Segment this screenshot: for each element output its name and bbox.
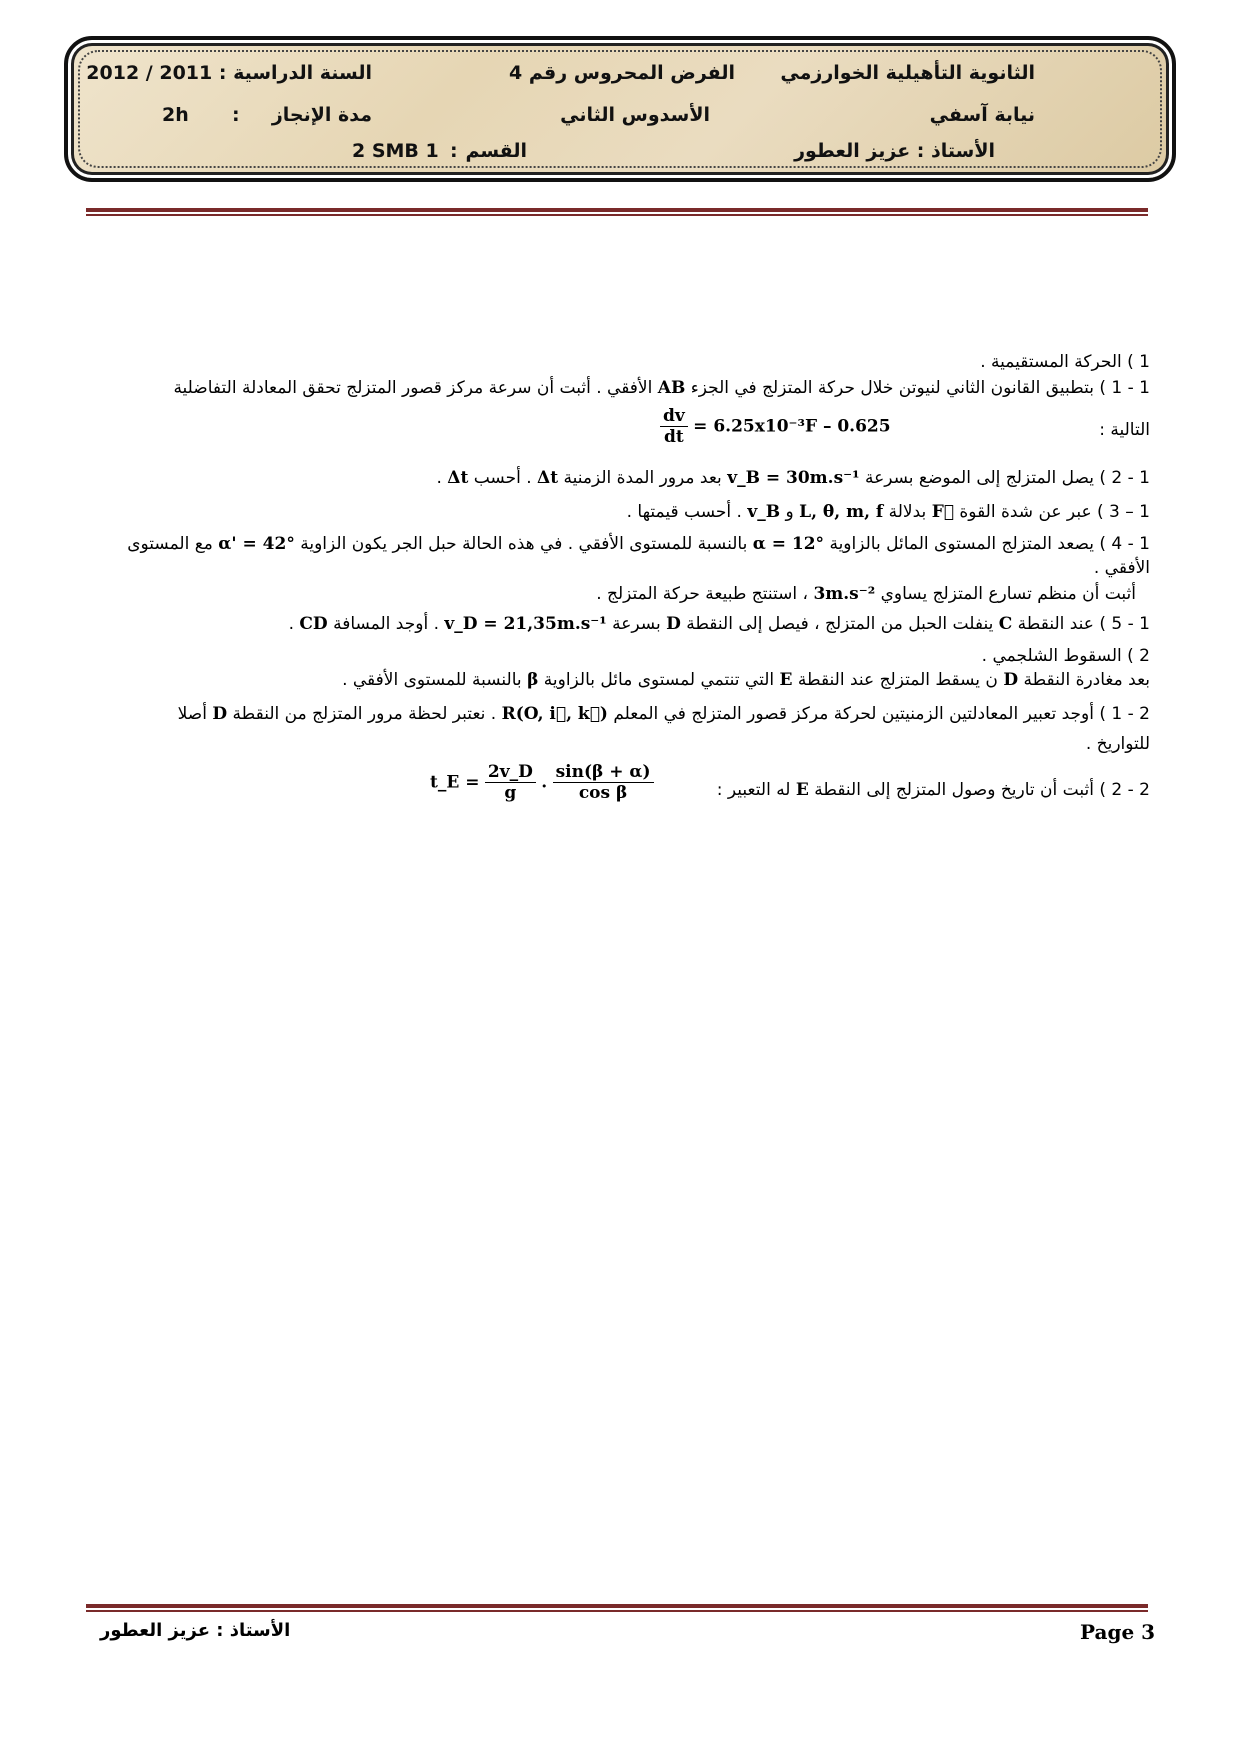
text: . (288, 614, 294, 634)
math: 3m.s⁻² (813, 584, 876, 604)
differential-equation (660, 406, 891, 447)
text: 2 - 1 ) أوجد تعبير المعادلتين الزمنيتين لحركة مركز قصور المتزلج في المعلم (613, 704, 1150, 724)
text: أصلا (177, 704, 207, 724)
text: . أحسب (473, 468, 532, 488)
text: التالية : (1099, 420, 1150, 440)
text: 1 ) الحركة المستقيمية . (980, 352, 1150, 372)
text: 1 - 2 ) يصل المتزلج إلى الموضع بسرعة (864, 468, 1150, 488)
duration-separator: : (232, 104, 240, 126)
text: ن يسقط المتزلج عند النقطة (797, 670, 998, 690)
class-value: 2 SMB 1 (352, 140, 439, 162)
question-1-1 (173, 378, 1150, 398)
text: أثبت أن منظم تسارع المتزلج يساوي (880, 584, 1136, 604)
question-1-4-cont (1094, 558, 1150, 578)
denominator: dt (664, 427, 684, 447)
semester: الأسدوس الثاني (560, 104, 710, 126)
math: R(O, i⃗, k⃗) (501, 704, 608, 724)
fraction-sin-cos (553, 762, 654, 803)
text: مع المستوى (127, 534, 213, 554)
text: بعد مرور المدة الزمنية (563, 468, 722, 488)
question-1-2 (436, 468, 1150, 488)
math: AB (657, 378, 686, 398)
question-2-1-cont (1086, 734, 1150, 754)
math: v_B = 30m.s⁻¹ (727, 468, 860, 488)
question-2-1 (178, 704, 1150, 724)
footer-rule-thick (86, 1604, 1148, 1608)
text: للتواريخ . (1085, 734, 1150, 754)
equation-rhs: = 6.25x10⁻³F – 0.625 (693, 416, 891, 437)
text: بدلالة (888, 502, 927, 522)
equation-lhs: t_E = (430, 772, 480, 793)
question-1-4-prove (596, 584, 1136, 604)
text: . أوجد المسافة (333, 614, 439, 634)
math: v_D = 21,35m.s⁻¹ (444, 614, 607, 634)
text: الأفقي . (1093, 558, 1150, 578)
question-1-4 (127, 534, 1150, 554)
math: Δt (537, 468, 559, 488)
math: D (1003, 670, 1019, 690)
duration-label: مدة الإنجاز (271, 104, 372, 126)
school-name: الثانوية التأهيلية الخوارزمي (780, 62, 1035, 84)
teacher-name: الأستاذ : عزيز العطور (794, 140, 995, 162)
page-number: Page 3 (1080, 1620, 1156, 1644)
text: . أحسب قيمتها . (626, 502, 742, 522)
fraction-dv-dt (660, 406, 688, 447)
question-2-2 (717, 780, 1150, 800)
math: E (779, 670, 793, 690)
math: D (212, 704, 228, 724)
header-rule-thin (86, 214, 1148, 216)
text: ، استنتج طبيعة حركة المتزلج . (596, 584, 809, 604)
text: بالنسبة للمستوى الأفقي . (342, 670, 522, 690)
question-1-3 (627, 502, 1150, 522)
time-equation (430, 762, 654, 803)
text: ينفلت الحبل من المتزلج ، فيصل إلى النقطة (686, 614, 994, 634)
footer-teacher: الأستاذ : عزيز العطور (100, 1620, 291, 1641)
text: 1 - 4 ) يصعد المتزلج المستوى المائل بالزاوية (829, 534, 1150, 554)
text: الأفقي . أثبت أن سرعة مركز قصور المتزلج تحقق المعادلة التفاضلية (173, 378, 653, 398)
question-1-5 (289, 614, 1150, 634)
math: F⃗ (931, 502, 954, 522)
dot: . (541, 772, 548, 793)
denominator: g (504, 783, 517, 803)
school-year: السنة الدراسية : 2011 / 2012 (86, 62, 372, 84)
denominator: cos β (578, 783, 628, 803)
math: α' = 42° (218, 534, 295, 554)
exam-title: الفرض المحروس رقم 4 (509, 62, 735, 84)
equation-intro (1099, 420, 1150, 440)
text: . (436, 468, 442, 488)
math: Δt (447, 468, 469, 488)
section-2-title (982, 646, 1150, 666)
text: بسرعة (612, 614, 661, 634)
math: α = 12° (752, 534, 825, 554)
text: 1 – 3 ) عبر عن شدة القوة (959, 502, 1150, 522)
text: 2 - 2 ) أثبت أن تاريخ وصول المتزلج إلى النقطة (814, 780, 1150, 800)
math: E (795, 780, 809, 800)
text: و (785, 502, 794, 522)
math: C (998, 614, 1013, 634)
text: له التعبير : (716, 780, 791, 800)
numerator: sin(β + α) (553, 762, 654, 783)
class-separator: : (450, 140, 458, 162)
section-2-intro (342, 670, 1150, 690)
text: . نعتبر لحظة مرور المتزلج من النقطة (232, 704, 497, 724)
text: 2 ) السقوط الشلجمي . (981, 646, 1150, 666)
header-rule-thick (86, 208, 1148, 212)
math: L, θ, m, f (799, 502, 884, 522)
math: v_B (747, 502, 781, 522)
text: بالنسبة للمستوى الأفقي . في هذه الحالة حبل الجر يكون الزاوية (300, 534, 748, 554)
class-label: القسم (465, 140, 527, 162)
fraction-2vd-g (485, 762, 536, 803)
text: 1 - 1 ) بتطبيق القانون الثاني لنيوتن خلال حركة المتزلج في الجزء (690, 378, 1150, 398)
math: D (666, 614, 681, 634)
math: β (527, 670, 539, 690)
numerator: dv (660, 406, 688, 427)
text: 1 - 5 ) عند النقطة (1017, 614, 1150, 634)
duration-value: 2h (162, 104, 189, 126)
region-name: نيابة آسفي (929, 104, 1035, 126)
numerator: 2v_D (485, 762, 536, 783)
math: CD (299, 614, 328, 634)
text: التي تنتمي لمستوى مائل بالزاوية (543, 670, 775, 690)
text: بعد مغادرة النقطة (1023, 670, 1150, 690)
footer-rule-thin (86, 1610, 1148, 1612)
section-1-title (980, 352, 1150, 372)
